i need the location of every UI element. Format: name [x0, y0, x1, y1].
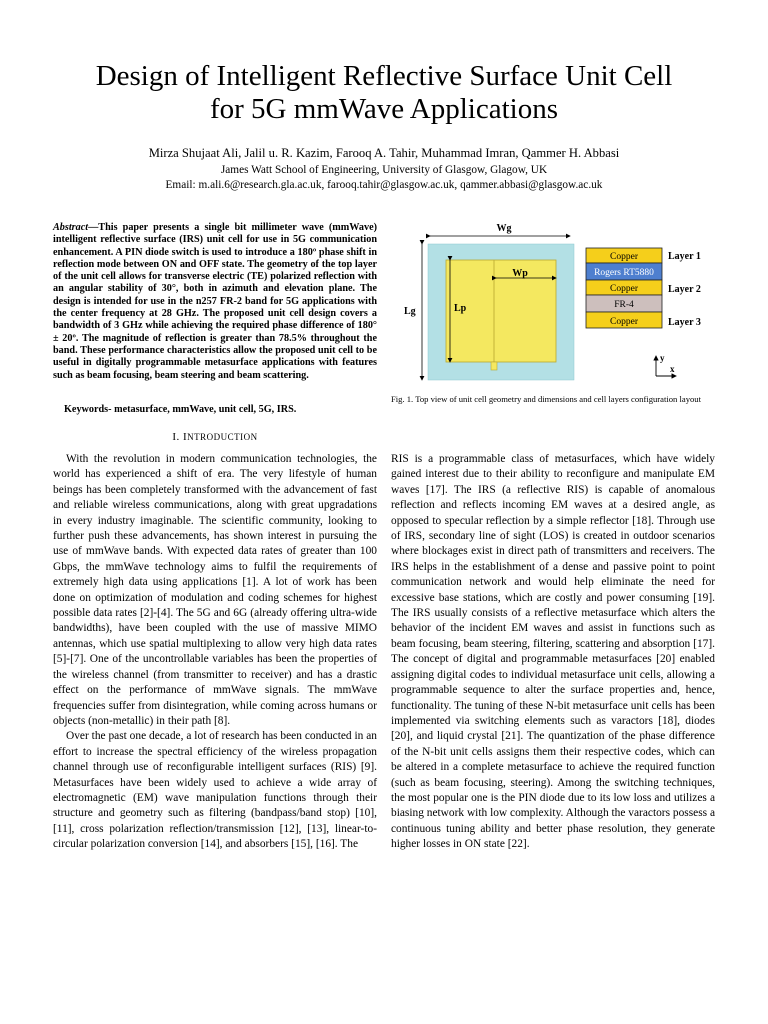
abstract-label: Abstract — [53, 222, 89, 233]
axis-y-label: y — [660, 353, 665, 363]
wg-label: Wg — [496, 223, 512, 234]
title-line-2: for 5G mmWave Applications — [209, 93, 558, 125]
wp-label: Wp — [512, 268, 528, 279]
layer-label: Rogers RT5880 — [594, 268, 654, 278]
paragraph: RIS is a programmable class of metasurfaces, which have widely gained interest due to their ability to reconfigure and manipulate EM waves [17]. The IRS (a reflective RIS) is capable of anomalous reflection and reflects incoming EM waves at a desired angle, as opposed to specular reflection by a simple reflector [18]. Through use of IRS, secondary line of sight (LOS) is created in outdoor scenarios where blockages exist in direct path of transmitters and receivers. The IRS helps in the establishment of a dense and passive point to point communication network and would help eliminate the need for excessive base stations, which are costly and power consuming [19]. The IRS usually consists of a reflective metasurface which alters the behavior of the incident EM waves and assist in functions such as beam focusing, beam steering, filtering, scattering and absorption [17]. The concept of digital and programmable metasurfaces [20] enabled assigning digital codes to individual metasurface unit cells, allowing a programmable sequence to alter the surface properties and, hence, functionality. The tuning of these N-bit metasurface unit cells has been implemented via switching elements such as varactors [18], diodes [20], and liquid crystal [21]. The quantization of the phase difference of the N-bit unit cells assigns them their respective codes, which can be altered in a complete metasurface to achieve the required function (such as beam focusing, steering). Among the switching techniques, the most popular one is the PIN diode due to its low loss and utilizes a biasing network with low complexity. Although the varactors possess a continuous tuning ability and better phase resolution, they generate higher losses in ON state [22]. — [391, 453, 715, 851]
figure-caption: Fig. 1. Top view of unit cell geometry and dimensions and cell layers configuration layout — [391, 394, 701, 404]
layer-label: Copper — [610, 284, 638, 294]
column-right — [391, 452, 715, 853]
axis-x-label: x — [670, 364, 675, 374]
layer-label: FR-4 — [614, 300, 634, 310]
authors: Mirza Shujaat Ali, Jalil u. R. Kazim, Farooq A. Tahir, Muhammad Imran, Qammer H. Abbasi — [148, 146, 620, 160]
pin-diode — [491, 362, 497, 370]
layer-3-label: Layer 3 — [668, 317, 701, 328]
title-line-1: Design of Intelligent Reflective Surface Unit Cell — [95, 60, 673, 92]
section-numeral: I. — [172, 431, 183, 443]
layer-label: Copper — [610, 317, 638, 327]
section-title-cap: I — [183, 431, 188, 443]
figure-1 — [390, 218, 730, 388]
section-title-rest: NTRODUCTION — [187, 432, 258, 442]
section-heading — [53, 431, 377, 443]
abstract — [53, 222, 377, 382]
paragraph: With the revolution in modern communication technologies, the world has experienced a shift of era. The very lifestyle of human beings has been completely transformed with the advancement of fast and reliable wireless communications, along with great upgradations in every industry imaginable. The scientific community, looking to further push these advancements, has shown interest in pursuing the use of mmWave bands. With expected data rates of greater than 100 Gbps, the mmWave technology aims to fulfil the requirements of extremely high data using applications [1]. A lot of work has been done on optimization of modulation and coding schemes for highest possible data rates [2]-[4]. The 5G and 6G (already offering ultra-wide bandwidths), have been coupled with the use of massive MIMO antennas, which use spatial multiplexing to allow very high data rates [5]-[7]. One of the uncontrollable variables has been the properties of the wireless channel (from transmitter to receiver) and has a drastic effect on the performance of mmWave signals. The mmWave frequencies suffer from disintegration, while coming across humans or objects (non-metallic) in their path [8]. — [53, 453, 377, 727]
layer-label: Copper — [610, 252, 638, 262]
layer-1-label: Layer 1 — [668, 251, 701, 262]
layer-2-label: Layer 2 — [668, 284, 701, 295]
paragraph: Over the past one decade, a lot of research has been conducted in an effort to increase the spectral efficiency of the wireless propagation channel through use of reconfigurable intelligent surfaces (RIS) [9]. Metasurfaces have been widely used to achieve a wide array of electromagnetic (EM) wave manipulation functions through their structure and geometry such as filtering (bandpass/band stop) [10], [11], cross polarization reflection/transmission [12], [13], linear-to-circular polarization conversion [14], and absorbers [15], [16]. The — [53, 730, 377, 851]
column-left — [53, 452, 377, 853]
lp-label: Lp — [454, 303, 467, 314]
paper-title — [40, 60, 728, 126]
email-line: Email: m.ali.6@research.gla.ac.uk, farooq.tahir@glasgow.ac.uk, qammer.abbasi@glasgow.ac.uk — [165, 179, 603, 191]
keywords: Keywords- metasurface, mmWave, unit cell, 5G, IRS. — [64, 404, 297, 415]
abstract-text: —This paper presents a single bit millimeter wave (mmWave) intelligent reflective surface (IRS) unit cell for use in 5G communication enhancement. A PIN diode switch is used to introduce a 180º phase shift in reflection mode between ON and OFF state. The geometry of the top layer of the unit cell allows for transverse electric (TE) polarized reflection with an angular stability of 30°, both in azimuth and elevation plane. The design is intended for use in the n257 FR-2 band for 5G applications with the center frequency at 28 GHz. The proposed unit cell design covers a bandwidth of 3 GHz while achieving the required phase difference of 180° ± 20º. The magnitude of reflection is greater than 78.5% throughout the band. These performance characteristics allow the proposed unit cell to be useful in digitally programmable metasurface applications with features such as beam focusing, beam steering and beam scattering. — [53, 222, 377, 381]
affiliation: James Watt School of Engineering, University of Glasgow, Glagow, UK — [220, 164, 548, 176]
lg-label: Lg — [404, 306, 416, 317]
